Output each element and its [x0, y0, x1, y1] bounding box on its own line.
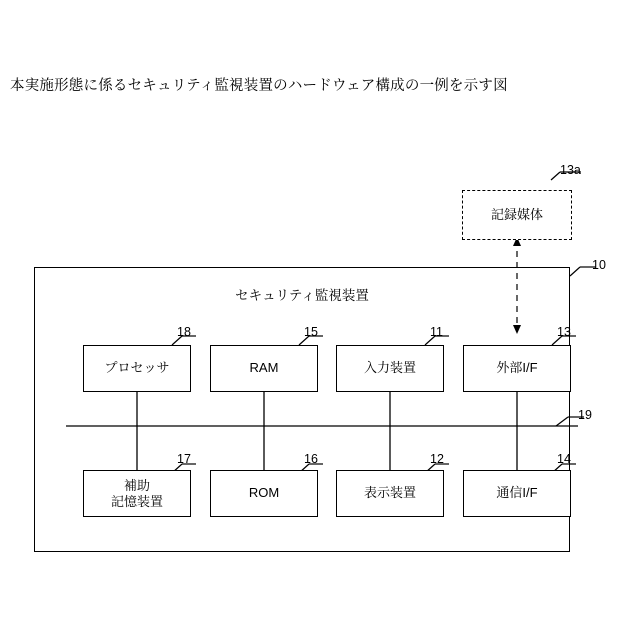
- block-label: RAM: [249, 360, 279, 376]
- block-label: ROM: [248, 485, 280, 501]
- ref-number-16: 16: [304, 452, 318, 466]
- ref-number-14: 14: [557, 452, 571, 466]
- ref-number-19: 19: [578, 408, 592, 422]
- block-display-device[interactable]: [336, 470, 444, 517]
- enclosure-title: セキュリティ監視装置: [235, 288, 369, 303]
- block-label: プロセッサ: [104, 360, 170, 376]
- ref-number-12: 12: [430, 452, 444, 466]
- block-communication-interface[interactable]: [463, 470, 571, 517]
- block-label-line2: 記憶装置: [110, 493, 163, 509]
- block-rom[interactable]: [210, 470, 318, 517]
- ref-number-13: 13: [557, 325, 571, 339]
- ref-number-17: 17: [177, 452, 191, 466]
- ref-number-13a: 13a: [560, 163, 581, 177]
- block-label: 表示装置: [363, 485, 416, 501]
- block-label: 通信I/F: [496, 485, 538, 501]
- block-label: 記録媒体: [490, 206, 543, 222]
- block-auxiliary-storage[interactable]: [83, 470, 191, 517]
- block-input-device[interactable]: [336, 345, 444, 392]
- block-recording-medium[interactable]: [462, 190, 572, 240]
- block-label: 入力装置: [363, 360, 416, 376]
- ref-number-10: 10: [592, 258, 606, 272]
- ref-number-15: 15: [304, 325, 318, 339]
- ref-number-11: 11: [430, 325, 443, 339]
- figure-caption: 本実施形態に係るセキュリティ監視装置のハードウェア構成の一例を示す図: [10, 78, 508, 94]
- block-label: 外部I/F: [496, 360, 538, 376]
- ref-number-18: 18: [177, 325, 191, 339]
- block-external-interface[interactable]: [463, 345, 571, 392]
- block-ram[interactable]: [210, 345, 318, 392]
- block-processor[interactable]: [83, 345, 191, 392]
- block-label-line1: 補助: [123, 477, 150, 493]
